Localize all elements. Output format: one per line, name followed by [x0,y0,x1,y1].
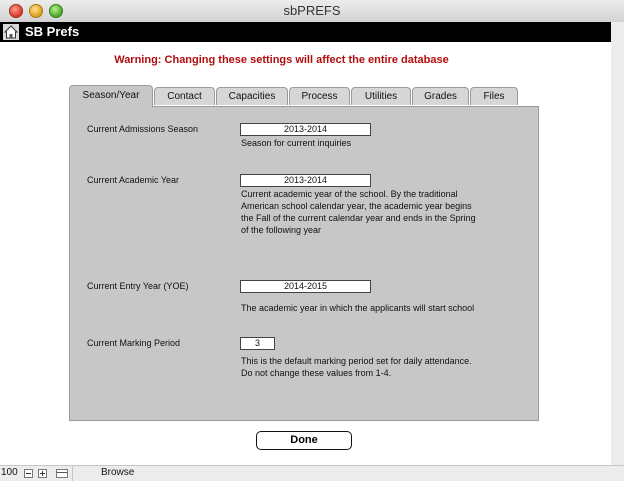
app-name: SB Prefs [25,24,80,39]
status-bar [0,465,624,481]
admissions-season-description: Season for current inquiries [241,138,352,148]
admissions-season-field[interactable]: 2013-2014 [240,123,371,136]
zoom-out-icon[interactable] [24,469,33,478]
done-button[interactable]: Done [256,431,352,450]
admissions-season-label: Current Admissions Season [87,124,199,134]
home-icon[interactable] [3,24,19,40]
entry-year-field[interactable]: 2014-2015 [240,280,371,293]
academic-year-label: Current Academic Year [87,175,180,185]
tab-grades[interactable]: Grades [412,87,469,105]
main-content [0,42,611,465]
window-titlebar [0,0,624,23]
status-divider [72,466,73,481]
entry-year-description: The academic year in which the applicants will start school [241,303,475,313]
window-right-edge [611,22,624,465]
tab-capacities[interactable]: Capacities [216,87,288,105]
marking-period-field[interactable]: 3 [240,337,275,350]
marking-period-label: Current Marking Period [87,338,181,348]
zoom-in-icon[interactable] [38,469,47,478]
academic-year-description: Current academic year of the school. By the traditional American school calendar year, the academic year begins the Fall of the current calendar year and ends in the Spring of the following year [241,189,476,235]
tab-contact[interactable]: Contact [154,87,215,105]
entry-year-label: Current Entry Year (YOE) [87,281,189,291]
tab-files[interactable]: Files [470,87,518,105]
status-toolbar-toggle-icon[interactable] [56,469,68,478]
window-title: sbPREFS [283,3,341,18]
zoom-level: 100 [1,467,18,478]
marking-period-description: This is the default marking period set for daily attendance. Do not change these values from 1-4. [241,356,472,378]
academic-year-field[interactable]: 2013-2014 [240,174,371,187]
app-header [0,22,611,42]
tab-process[interactable]: Process [289,87,350,105]
warning-message: Warning: Changing these settings will affect the entire database [114,54,449,66]
tab-utilities[interactable]: Utilities [351,87,411,105]
mode-label[interactable]: Browse [101,467,135,478]
tab-season-year[interactable]: Season/Year [69,85,153,107]
